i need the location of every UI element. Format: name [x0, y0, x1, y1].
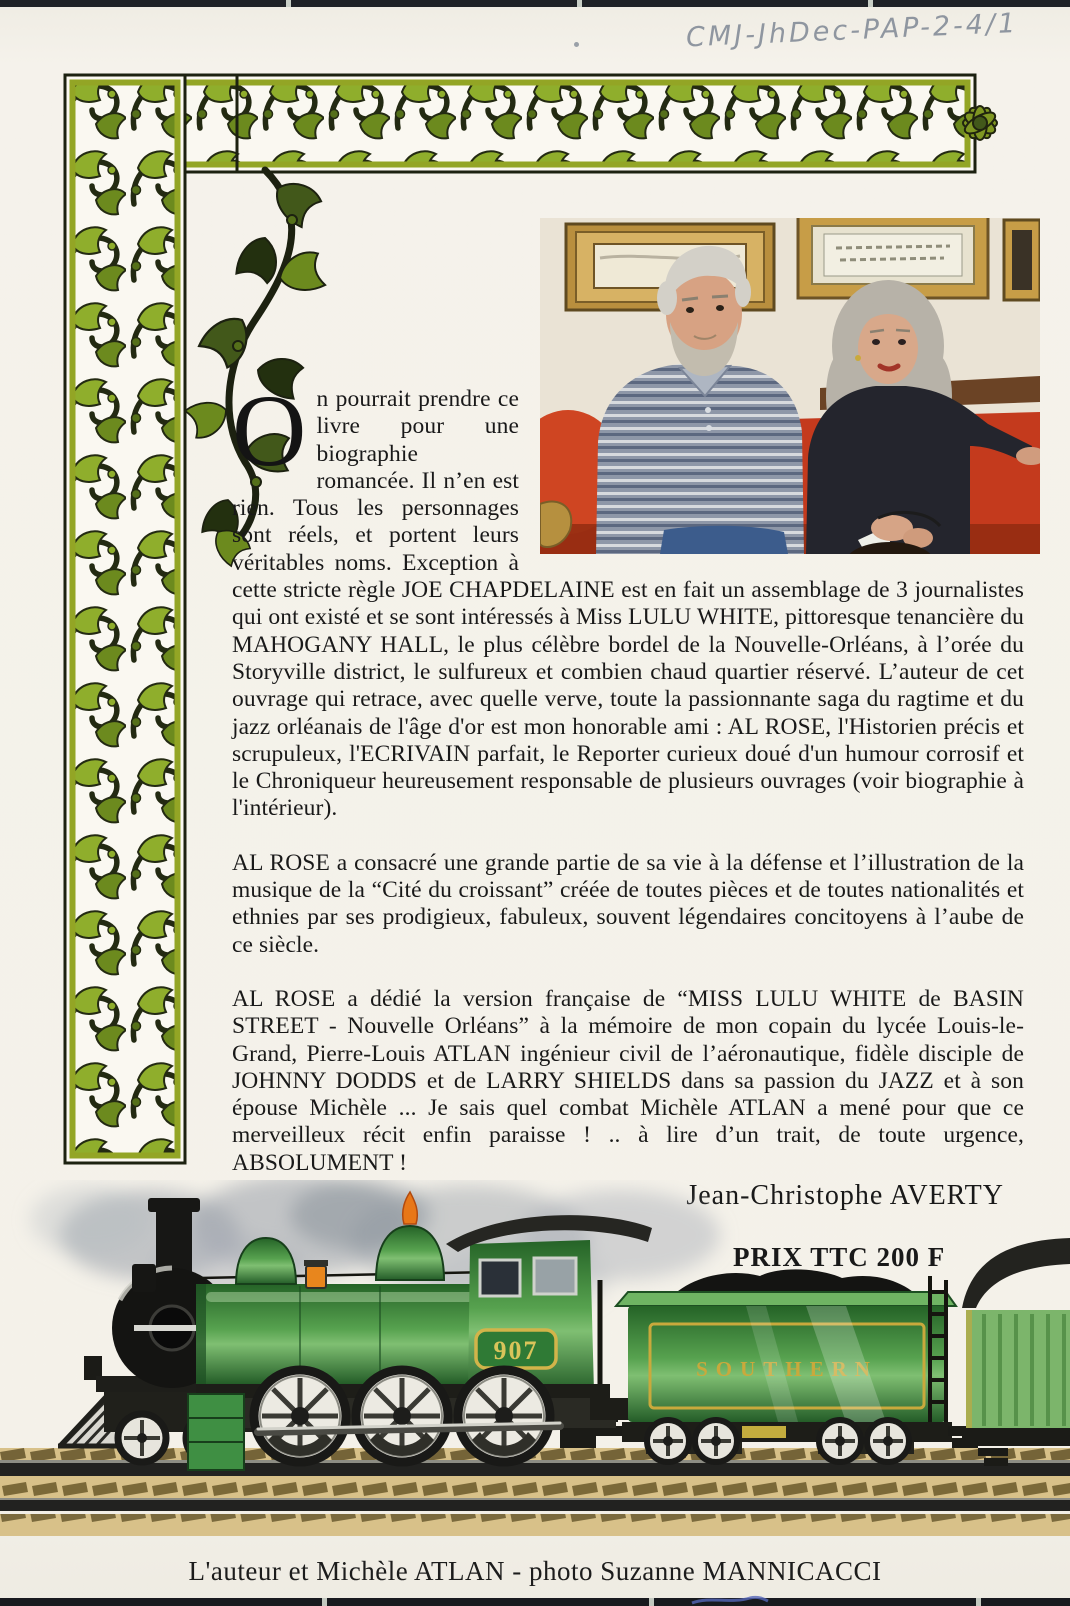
- scan-edge-top: [0, 0, 1070, 7]
- paragraph-1-text: n pourrait prendre ce livre pour une biographie romancée. Il n’en est rien. Tous les personnages sont réels, et portent leurs véritables noms. Exception à cette stricte règle JOE CHAPDELAINE est en fait un assemblage de 3 journalistes qui ont existé et se sont intéressés à Miss LULU WHITE, pittoresque tenancière du MAHOGANY HALL, le plus célèbre bordel de la Nouvelle-Orléans, à l’orée du Storyville district, le sulfureux et combien chaud quartier réservé. L’auteur de cet ouvrage qui retrace, avec quelle verve, toute la passionnante saga du ragtime et du jazz orléanais de l'âge d'or est mon honorable ami : AL ROSE, l'Historien précis et scrupuleux, l'ECRIVAIN parfait, le Reporter curieux doué d'un humour corrosif et le Chroniqueur heureusement responsable de plusieurs ouvrages (voir biographie à l'intérieur).: [232, 386, 1024, 822]
- pencil-dot: [574, 42, 579, 47]
- locomotive-illustration: [0, 1180, 1070, 1540]
- border-left-band: [65, 75, 185, 1163]
- tender-label: SOUTHERN: [696, 1357, 878, 1381]
- border-top-band: [100, 75, 975, 172]
- oil-lamp: [306, 1266, 326, 1288]
- scan-edge-bottom: [0, 1598, 1070, 1606]
- paragraph-2: AL ROSE a consacré une grande partie de sa vie à la défense et l’illustration de la musique de la “Cité du croissant” créée de toutes pièces et de toutes nationalités et ethnies par ses prodigieux, fabuleux, souvent légendaires concitoyens à l’aube de ce siècle.: [232, 849, 1024, 958]
- handwritten-annotation: CMJ-JhDec-PAP-2-4/1: [685, 7, 1019, 54]
- passenger-car: [962, 1238, 1070, 1466]
- cab-number: 907: [493, 1336, 539, 1365]
- photo-float-spacer: [519, 386, 1024, 554]
- paragraph-3: AL ROSE a dédié la version française de “MISS LULU WHITE de BASIN STREET - Nouvelle Orléans” à la mémoire de mon copain du lycée Louis-le-Grand, Pierre-Louis ATLAN ingénieur civil de l’aéronautique, fidèle disciple de JOHNNY DODDS et de LARRY SHIELDS dans sa passion du JAZZ et à son épouse Michèle ... Je sais quel combat Michèle ATLAN a mené pour que ce merveilleux récit enfin paraisse ! .. à lire d’un trait, de toute urgence, ABSOLUMENT !: [232, 985, 1024, 1176]
- signature: Jean-Christophe AVERTY: [686, 1180, 1004, 1211]
- paragraph-1: [232, 374, 1024, 823]
- body-text: [232, 374, 1024, 1177]
- photo-caption: L'auteur et Michèle ATLAN - photo Suzanne MANNICACCI: [188, 1556, 882, 1586]
- smokestack: [156, 1206, 192, 1272]
- price-label: PRIX TTC 200 F: [733, 1242, 946, 1272]
- wall-frame-right: [1004, 220, 1040, 300]
- dropcap: O: [232, 374, 307, 488]
- blue-ink-mark: [690, 1594, 770, 1606]
- tender: [590, 1269, 978, 1462]
